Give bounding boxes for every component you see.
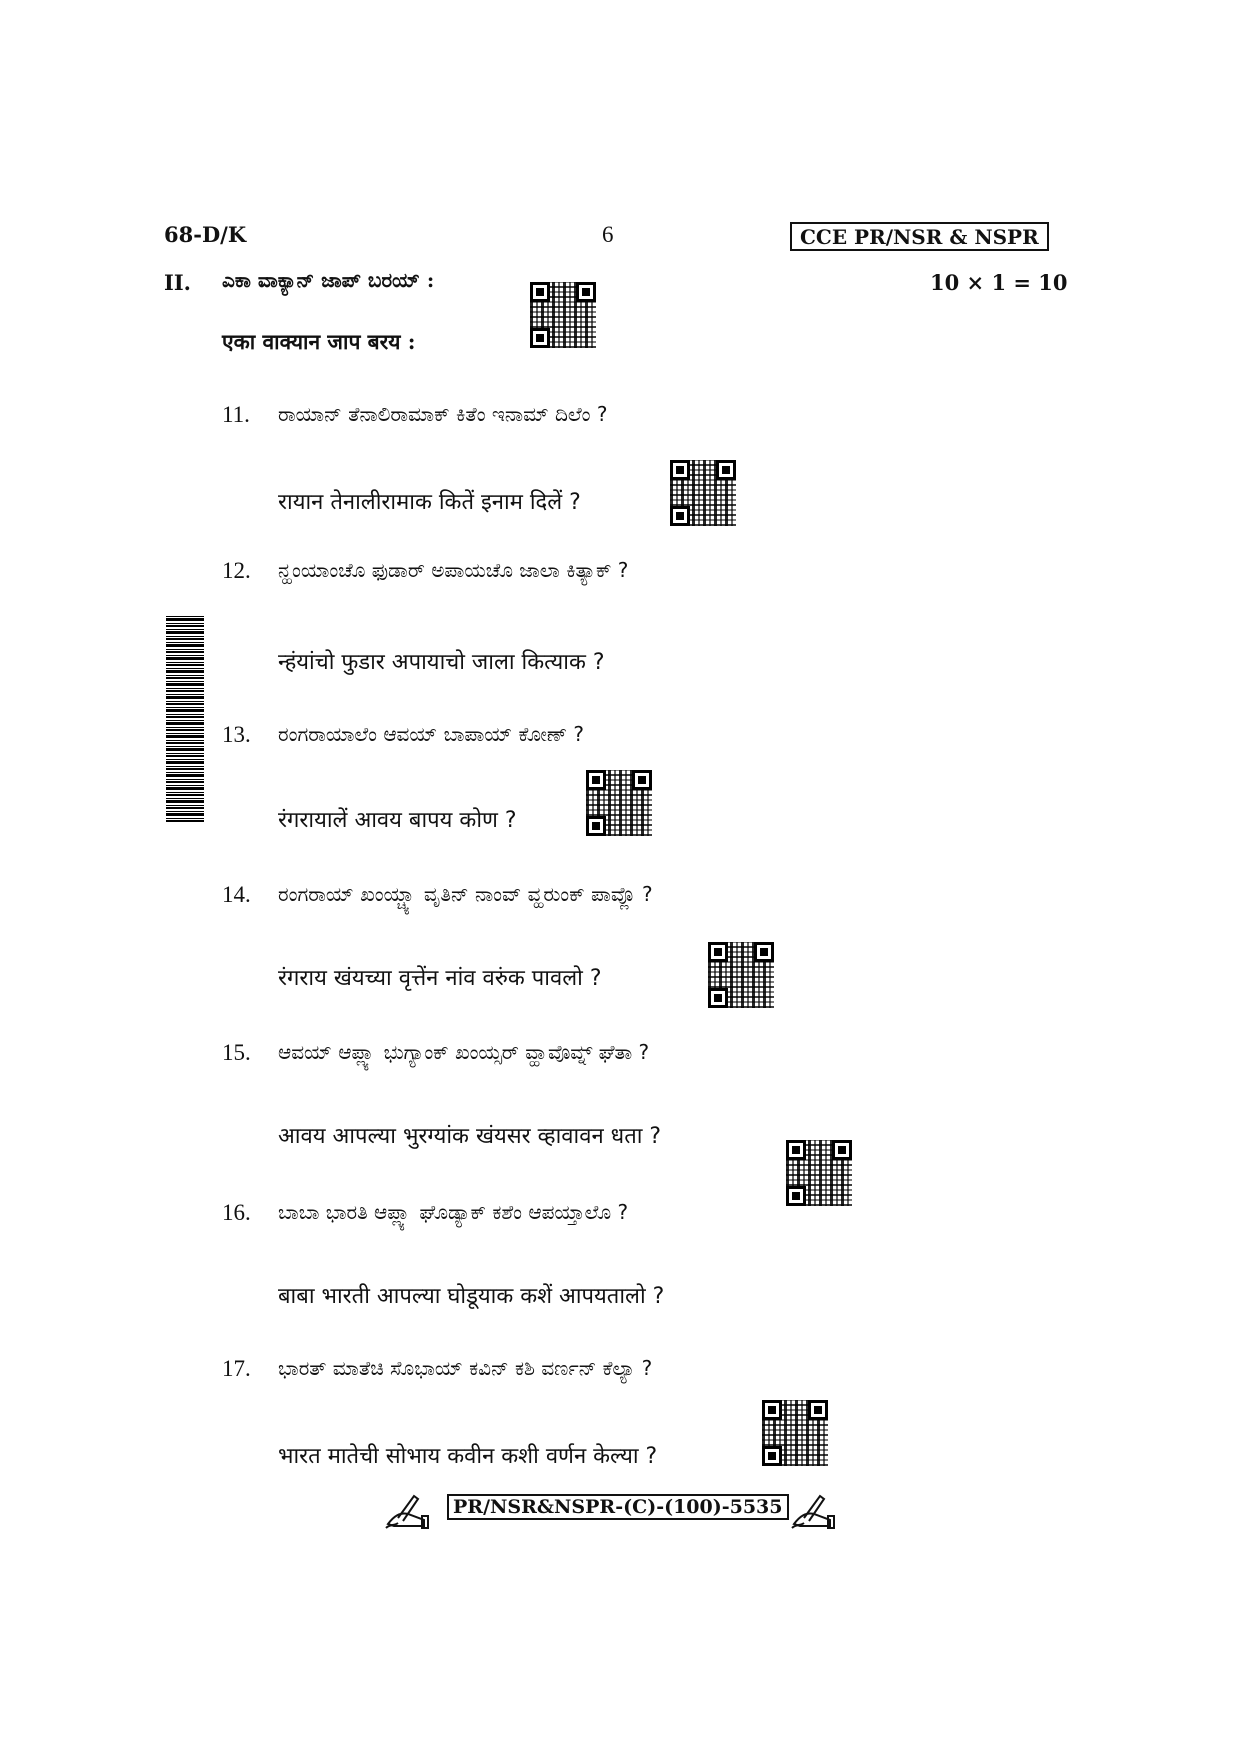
section-number: II.	[164, 270, 191, 295]
qr-code-icon	[586, 770, 652, 836]
question-kannada: ರಂಗರಾಯಾಲೆಂ ಆವಯ್ ಬಾಪಾಯ್ ಕೋಣ್ ?	[278, 722, 585, 746]
question-number: 17.	[222, 1356, 251, 1381]
question-devanagari: न्हंयांचो फुडार अपायाचो जाला कित्याक ?	[278, 650, 605, 675]
question-devanagari: रंगराय खंयच्या वृत्तेंन नांव वरुंक पावलो ?	[278, 966, 602, 991]
section-title-kannada: ಎಕಾ ವಾಕ್ಯಾನ್ ಜಾಪ್ ಬರಯ್ :	[222, 268, 435, 292]
question-devanagari: आवय आपल्या भुरग्यांक खंयसर व्हावावन धता ?	[278, 1124, 662, 1149]
page-number: 6	[602, 222, 614, 247]
question-devanagari: रंगरायालें आवय बापय कोण ?	[278, 808, 517, 833]
question-number: 12.	[222, 558, 251, 583]
question-number: 15.	[222, 1040, 251, 1065]
question-kannada: ಬಾಬಾ ಭಾರತಿ ಆಪ್ಲ್ಯಾ ಘೊಡ್ಯಾಕ್ ಕಶೆಂ ಆಪಯ್ತಾಲೊ ?	[278, 1200, 629, 1224]
question-kannada: ಆವಯ್ ಆಪ್ಲ್ಯಾ ಭುಗ್ಯಾಂಕ್ ಖಂಯ್ಸರ್ ವ್ಹಾವೊವ್ನ್ ಘೆತಾ ?	[278, 1040, 650, 1064]
qr-code-icon	[530, 282, 596, 348]
qr-code-icon	[708, 942, 774, 1008]
question-kannada: ನ್ಹಂಯಾಂಚೊ ಫುಡಾರ್ ಅಪಾಯಚೊ ಜಾಲಾ ಕಿತ್ಯಾಕ್ ?	[278, 558, 629, 582]
question-devanagari: भारत मातेची सोभाय कवीन कशी वर्णन केल्या ?	[278, 1444, 658, 1469]
question-kannada: ರಂಗರಾಯ್ ಖಂಯ್ಚ್ಯಾ ವೃತಿನ್ ನಾಂವ್ ವ್ಹರುಂಕ್ ಪಾವ್ಲೊ ?	[278, 882, 653, 906]
writing-hand-icon	[384, 1490, 430, 1530]
question-number: 14.	[222, 882, 251, 907]
series-box: CCE PR/NSR & NSPR	[790, 222, 1049, 251]
qr-code-icon	[762, 1400, 828, 1466]
question-number: 16.	[222, 1200, 251, 1225]
barcode-icon	[166, 614, 204, 822]
section-marks: 10 × 1 = 10	[930, 270, 1068, 295]
qr-code-icon	[670, 460, 736, 526]
writing-hand-icon	[790, 1490, 836, 1530]
footer-code: PR/NSR&NSPR-(C)-(100)-5535	[447, 1494, 789, 1520]
question-number: 13.	[222, 722, 251, 747]
question-kannada: ರಾಯಾನ್ ತೆನಾಲಿರಾಮಾಕ್ ಕಿತೆಂ ಇನಾಮ್ ದಿಲೆಂ ?	[278, 402, 608, 426]
question-kannada: ಭಾರತ್ ಮಾತೆಚಿ ಸೊಭಾಯ್ ಕವಿನ್ ಕಶಿ ವರ್ಣನ್ ಕೆಲ್ಯಾ ?	[278, 1356, 653, 1380]
question-devanagari: रायान तेनालीरामाक कितें इनाम दिलें ?	[278, 490, 581, 515]
section-title-devanagari: एका वाक्यान जाप बरय :	[222, 329, 416, 354]
question-devanagari: बाबा भारती आपल्या घोडूयाक कशें आपयतालो ?	[278, 1284, 665, 1309]
paper-code: 68-D/K	[164, 222, 247, 247]
question-number: 11.	[222, 402, 250, 427]
qr-code-icon	[786, 1140, 852, 1206]
